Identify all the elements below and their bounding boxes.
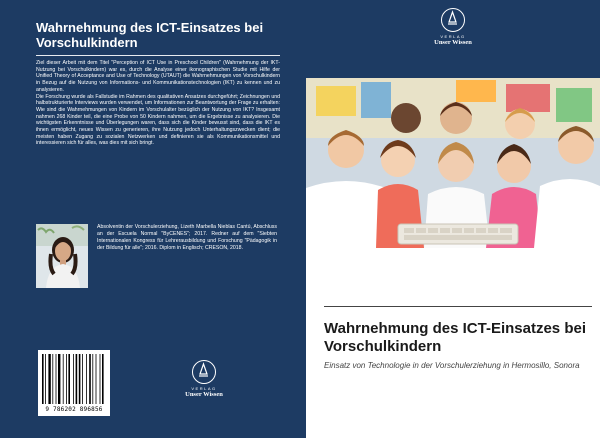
back-cover — [0, 0, 296, 438]
publisher-logo-front — [421, 8, 485, 46]
front-cover — [306, 0, 600, 438]
author-photo — [36, 224, 88, 288]
front-cover-title: Wahrnehmung des ICT-Einsatzes bei Vorschulkindern — [324, 320, 586, 355]
front-author-2: Yazmin Guadalupe Soto Medina — [324, 271, 474, 282]
cover-photo-children-at-computer — [306, 78, 600, 248]
publisher-verlag-label: VERLAG — [191, 386, 217, 391]
back-cover-description: Ziel dieser Arbeit mit dem Titel "Perception of ICT Use in Preschool Children" (Wahrnehmung der IKT-Nutzung bei Vorschulkindern) war es, durch die Analyse einer ikonographischen Studie mit Hilfe der Unified Theory of Acceptance and Use of Technology (UTAUT) die Wahrnehmungen von Vorschulkindern in Bezug auf die Nutzung von Informations- und Kommunikationstechnologien (IKT) zu kennen und zu analysieren. Die Forschung wurde als Fallstudie im Rahmen des qualitativen Ansatzes durchgeführt; Zeichnungen und halbstrukturierte Interviews wurden verwendet, um Informationen zur Beantwortung der Frage zu erhalten: Wie sind die Wahrnehmungen von Kindern im Vorschulalter bezüglich der Nutzung von IKT? Insgesamt nahmen 268 Kinder teil, die eine Probe von 50 Kindern nahmen, um die Ergebnisse zu analysieren. Die wichtigsten Erkenntnisse und Überlegungen waren, dass sich die Kinder bewusst sind, dass die IKT es ihnen ermöglicht, neues Wissen zu generieren, ihre Nutzung jedoch Unterhaltungszwecken dient; die meisten haben Zugang zu sozialen Netzwerken und definieren sie als Kommunikationsmittel und interessieren sich für alles, was dies mit sich bringt. — [36, 60, 280, 147]
barcode-digits: 9 786202 896856 — [45, 406, 103, 413]
publisher-emblem-icon — [192, 360, 216, 384]
barcode-bars — [38, 350, 110, 406]
front-cover-subtitle: Einsatz von Technologie in der Vorschulerziehung in Hermosillo, Sonora — [324, 361, 580, 370]
back-cover-divider — [36, 55, 280, 56]
front-author-1: Lizeth Marbella Nieblas Cantú — [324, 255, 465, 266]
front-author-3: Martha Lizeth Tequida López — [324, 287, 460, 298]
back-cover-title: Wahrnehmung des ICT-Einsatzes bei Vorschulkindern — [36, 20, 264, 50]
front-cover-divider — [324, 306, 592, 307]
publisher-logo-back — [172, 360, 236, 398]
author-bio: Absolventin der Vorschulerziehung, Lizeth Marbella Nieblas Cantú, Abschluss an der Escuela Normal "ByCENES"; 2017. Redner auf dem "Siebten Internationalen Kongress für Lehrerausbildung und Forschung "Pädagogik in der Bildung für alle"; 2016. Diplom in Englisch; CRESON, 2018. — [97, 224, 277, 251]
author-photo-image — [36, 224, 88, 288]
publisher-emblem-icon — [441, 8, 465, 32]
front-cover-header — [306, 0, 600, 298]
publisher-name: Unser Wissen — [185, 391, 223, 398]
publisher-verlag-label: VERLAG — [440, 34, 466, 39]
book-spine — [296, 0, 306, 438]
publisher-name: Unser Wissen — [434, 39, 472, 46]
isbn-barcode — [38, 350, 110, 416]
